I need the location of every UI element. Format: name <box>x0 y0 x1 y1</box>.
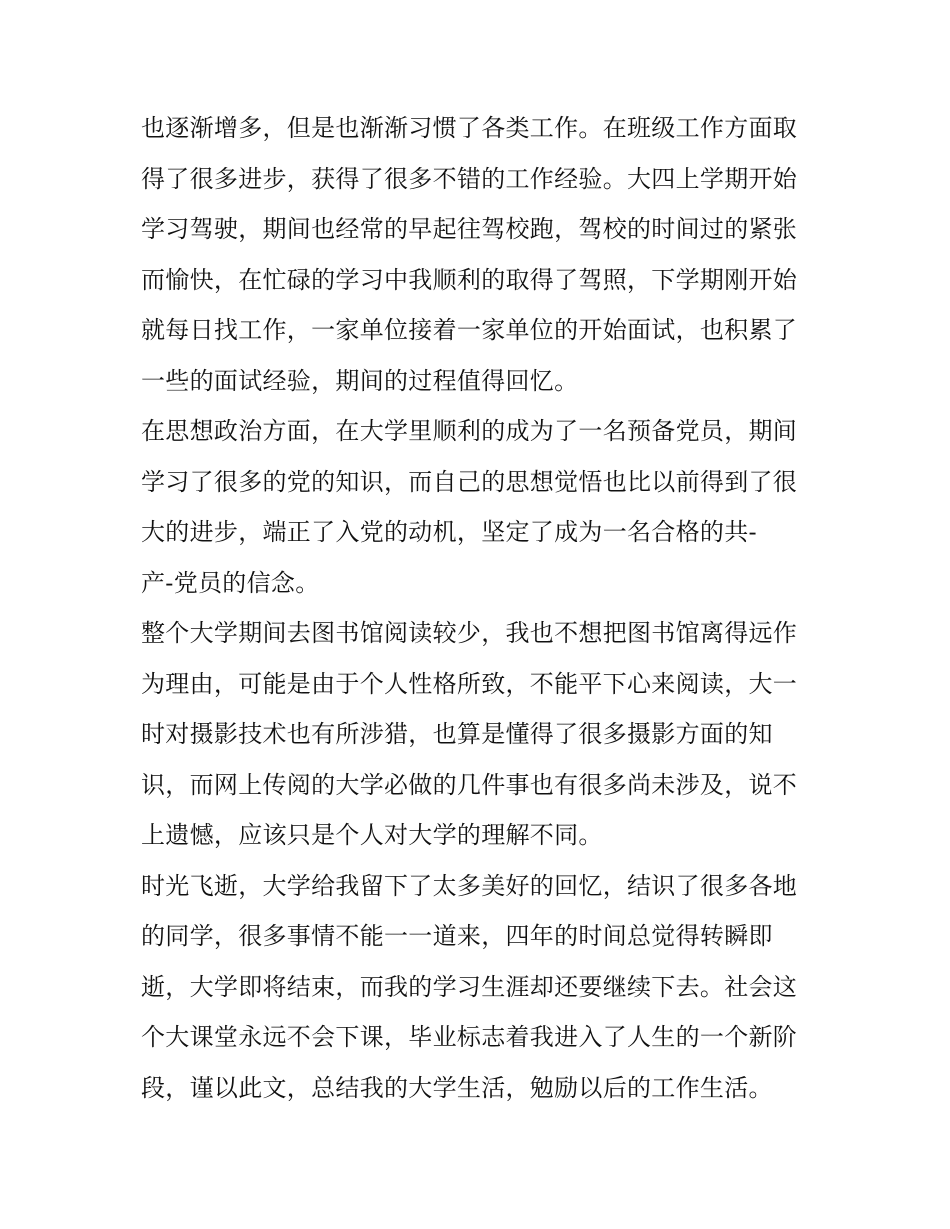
text-line: 在思想政治方面，在大学里顺利的成为了一名预备党员，期间 <box>141 417 798 445</box>
text-line: 的同学，很多事情不能一一道来，四年的时间总觉得转瞬即 <box>141 922 773 950</box>
text-line: 个大课堂永远不会下课，毕业标志着我进入了人生的一个新阶 <box>141 1023 798 1051</box>
paragraph-conclusion <box>141 861 831 1114</box>
paragraph-work-experience <box>141 103 831 406</box>
paragraph-political-thought <box>141 406 831 608</box>
text-line: 学习了很多的党的知识，而自己的思想觉悟也比以前得到了很 <box>141 467 798 496</box>
text-line: 也逐渐增多，但是也渐渐习惯了各类工作。在班级工作方面取 <box>141 114 798 142</box>
text-line: 得了很多进步，获得了很多不错的工作经验。大四上学期开始 <box>141 164 798 193</box>
text-line: 上遗憾，应该只是个人对大学的理解不同。 <box>141 821 603 849</box>
text-line: 识，而网上传阅的大学必做的几件事也有很多尚未涉及，说不 <box>141 770 798 799</box>
paragraph-library-reading <box>141 608 831 861</box>
text-line: 段，谨以此文，总结我的大学生活，勉励以后的工作生活。 <box>141 1073 773 1102</box>
text-line: 时光飞逝，大学给我留下了太多美好的回忆，结识了很多各地 <box>141 871 798 900</box>
text-line: 学习驾驶，期间也经常的早起往驾校跑，驾校的时间过的紧张 <box>141 215 798 243</box>
text-line: 逝，大学即将结束，而我的学习生涯却还要继续下去。社会这 <box>141 972 798 1001</box>
text-line: 大的进步，端正了入党的动机，坚定了成为一名合格的共- <box>141 518 757 546</box>
text-line: 产-党员的信念。 <box>141 568 320 597</box>
text-line: 时对摄影技术也有所涉猎，也算是懂得了很多摄影方面的知 <box>141 720 773 748</box>
text-line: 一些的面试经验，期间的过程值得回忆。 <box>141 366 579 395</box>
text-line: 而愉快，在忙碌的学习中我顺利的取得了驾照，下学期刚开始 <box>141 265 798 294</box>
text-line: 为理由，可能是由于个人性格所致，不能平下心来阅读，大一 <box>141 669 798 698</box>
document-body <box>141 103 831 1113</box>
text-line: 就每日找工作，一家单位接着一家单位的开始面试，也积累了 <box>141 316 798 344</box>
text-line: 整个大学期间去图书馆阅读较少，我也不想把图书馆离得远作 <box>141 619 798 647</box>
